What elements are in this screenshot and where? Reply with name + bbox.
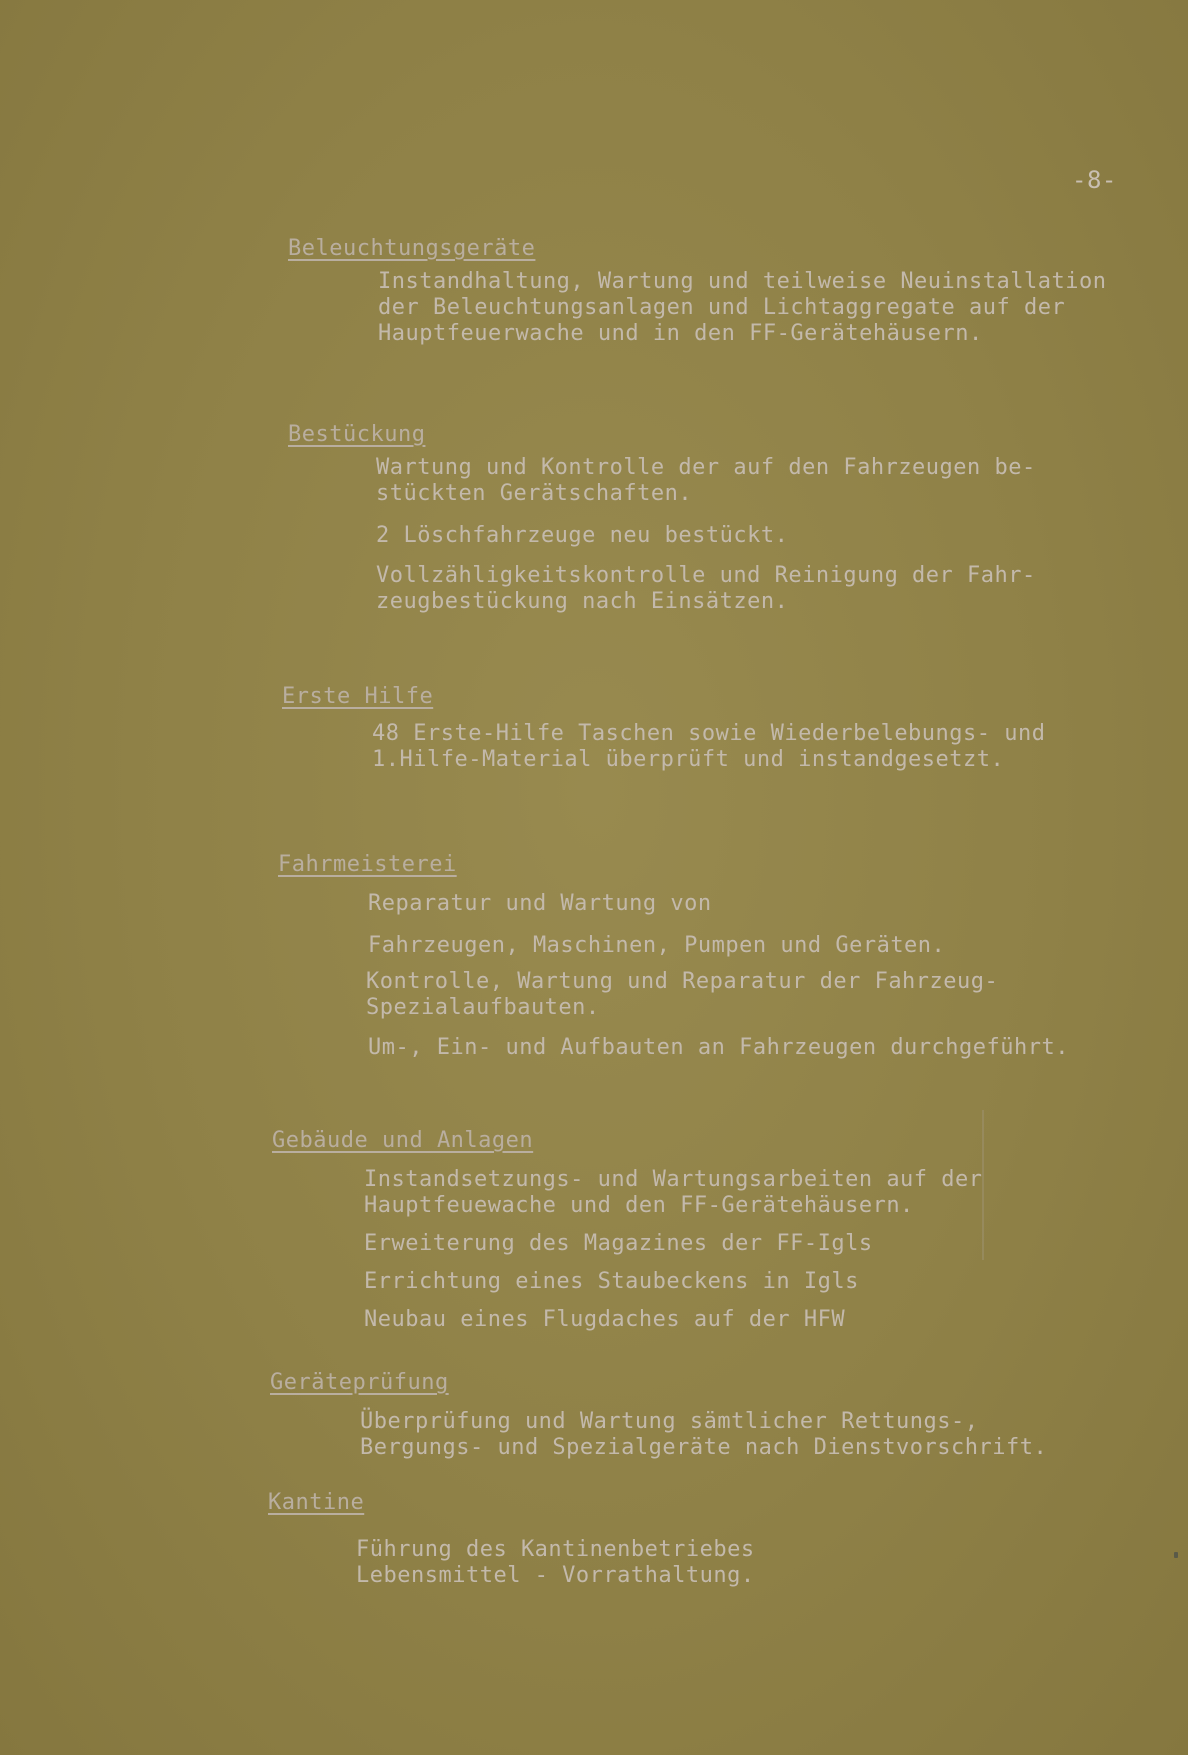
- section-heading: Erste Hilfe: [282, 684, 434, 709]
- section-bestueckung: [288, 422, 1036, 615]
- section-paragraph: Führung des Kantinenbetriebes Lebensmittel - Vorrathaltung.: [356, 1537, 755, 1588]
- section-paragraph: Fahrzeugen, Maschinen, Pumpen und Geräten.: [368, 933, 946, 958]
- section-erste-hilfe: [282, 684, 1046, 773]
- section-paragraph: Um-, Ein- und Aufbauten an Fahrzeugen durchgeführt.: [368, 1035, 1070, 1060]
- section-paragraph: Neubau eines Flugdaches auf der HFW: [364, 1307, 846, 1332]
- section-paragraph: Instandhaltung, Wartung und teilweise Neuinstallation der Beleuchtungsanlagen und Lichtaggregate auf der Hauptfeuerwache und in den FF-Gerätehäusern.: [378, 269, 1107, 346]
- page-number: -8-: [1072, 166, 1117, 194]
- section-geraetepruefung: [270, 1370, 1047, 1461]
- section-heading: Geräteprüfung: [270, 1370, 449, 1395]
- section-paragraph: Wartung und Kontrolle der auf den Fahrzeugen be- stückten Gerätschaften.: [376, 455, 1036, 506]
- section-heading: Bestückung: [288, 422, 426, 447]
- section-heading: Beleuchtungsgeräte: [288, 236, 536, 261]
- section-gebaeude-und-anlagen: [272, 1128, 983, 1333]
- section-beleuchtungsgeraete: [288, 236, 1107, 347]
- section-heading: Fahrmeisterei: [278, 852, 457, 877]
- section-fahrmeisterei: [278, 852, 1069, 1061]
- section-paragraph: Erweiterung des Magazines der FF-Igls: [364, 1231, 873, 1256]
- section-paragraph: Reparatur und Wartung von: [368, 891, 712, 916]
- section-paragraph: Kontrolle, Wartung und Reparatur der Fahrzeug- Spezialaufbauten.: [366, 969, 999, 1020]
- section-heading: Gebäude und Anlagen: [272, 1128, 534, 1153]
- section-kantine: [268, 1490, 755, 1589]
- section-paragraph: Instandsetzungs- und Wartungsarbeiten auf der Hauptfeuewache und den FF-Gerätehäusern.: [364, 1167, 983, 1218]
- paper-speck: [1174, 1552, 1178, 1558]
- section-heading: Kantine: [268, 1490, 365, 1515]
- section-paragraph: Vollzähligkeitskontrolle und Reinigung der Fahr- zeugbestückung nach Einsätzen.: [376, 563, 1036, 614]
- section-paragraph: 2 Löschfahrzeuge neu bestückt.: [376, 523, 789, 548]
- section-paragraph: 48 Erste-Hilfe Taschen sowie Wiederbelebungs- und 1.Hilfe-Material überprüft und instandgesetzt.: [372, 721, 1046, 772]
- section-paragraph: Errichtung eines Staubeckens in Igls: [364, 1269, 859, 1294]
- section-paragraph: Überprüfung und Wartung sämtlicher Rettungs-, Bergungs- und Spezialgeräte nach Dienstvorschrift.: [360, 1409, 1048, 1460]
- paper-fold-line: [982, 1110, 984, 1260]
